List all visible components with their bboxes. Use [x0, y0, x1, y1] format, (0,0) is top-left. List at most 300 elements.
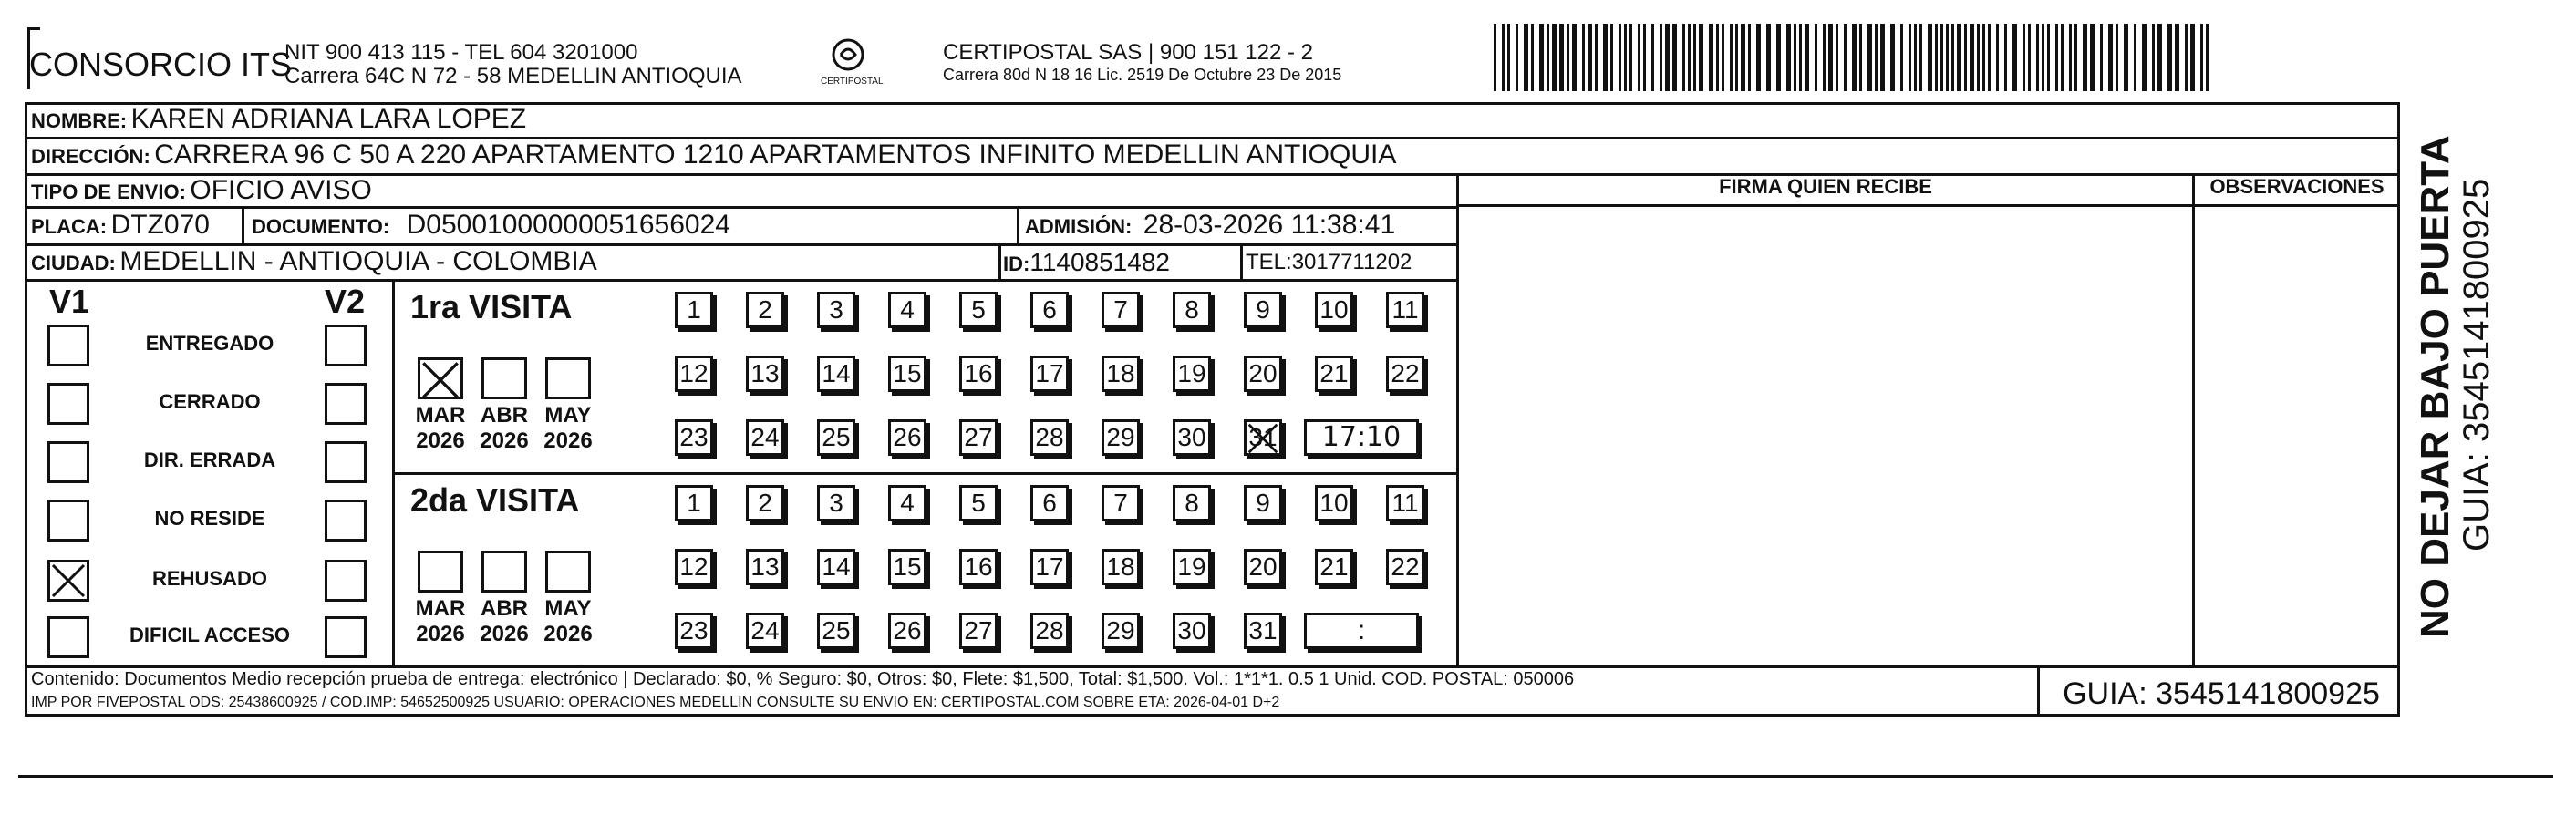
barcode-bar: [2116, 24, 2118, 91]
col-line: [998, 243, 1001, 279]
status-label: DIFICIL ACCESO: [129, 624, 290, 646]
day-box[interactable]: [1315, 549, 1353, 585]
barcode-bar: [1547, 24, 1549, 91]
day-number: 31: [1248, 423, 1278, 451]
day-box[interactable]: [817, 485, 855, 521]
barcode-bar: [1996, 24, 1999, 91]
day-box[interactable]: [1244, 292, 1282, 328]
barcode-bar: [1629, 24, 1632, 91]
barcode-bar: [1890, 24, 1895, 91]
day-number: 9: [1256, 489, 1270, 517]
barcode-bar: [2206, 24, 2209, 91]
barcode-bar: [1643, 24, 1646, 91]
day-box[interactable]: [1315, 292, 1353, 328]
day-box[interactable]: [1102, 419, 1140, 456]
barcode-bar: [2012, 24, 2017, 91]
barcode-bar: [2055, 24, 2058, 91]
visit-title: 2da VISITA: [410, 481, 580, 519]
firma-header: [1459, 175, 2192, 199]
tel-label: TEL:: [1246, 250, 1292, 274]
barcode-bar: [1572, 24, 1577, 91]
day-box[interactable]: [959, 292, 998, 328]
barcode-bar: [1741, 24, 1745, 91]
day-box[interactable]: [675, 419, 713, 456]
barcode-bar: [2152, 24, 2155, 91]
day-box[interactable]: [1315, 356, 1353, 392]
day-box[interactable]: [1244, 485, 1282, 521]
day-number: 1: [687, 489, 701, 517]
day-number: 11: [1391, 489, 1419, 517]
day-number: 31: [1248, 616, 1278, 645]
barcode-bar: [1567, 24, 1569, 91]
barcode-bar: [1867, 24, 1872, 91]
row-line: [25, 279, 1456, 282]
barcode-bar: [1776, 24, 1781, 91]
day-box[interactable]: [1030, 419, 1069, 456]
day-box[interactable]: [1386, 292, 1424, 328]
day-box[interactable]: [817, 549, 855, 585]
tel-row: [1246, 250, 1412, 275]
status-v1-checkbox[interactable]: [47, 325, 89, 366]
day-box[interactable]: [675, 292, 713, 328]
day-number: 9: [1256, 295, 1270, 324]
barcode-bar: [1977, 24, 1980, 91]
documento-label: DOCUMENTO:: [252, 215, 390, 238]
month-checkbox[interactable]: [418, 551, 463, 593]
day-box[interactable]: [888, 613, 926, 649]
barcode-bar: [1665, 24, 1670, 91]
day-number: 18: [1106, 552, 1135, 581]
barcode-bar: [1957, 24, 1961, 91]
day-number: 28: [1035, 616, 1064, 645]
firma-header-text: FIRMA QUIEN RECIBE: [1719, 175, 1932, 198]
year-label: 2026: [480, 622, 529, 646]
day-number: 3: [829, 489, 843, 517]
barcode-bar: [1766, 24, 1771, 91]
day-number: 4: [900, 295, 915, 324]
month-label: MAR: [415, 403, 466, 428]
placa-value: DTZ070: [110, 210, 210, 240]
day-box[interactable]: [1244, 356, 1282, 392]
courier-license: Carrera 80d N 18 16 Lic. 2519 De Octubre 23 De 2015: [943, 66, 1342, 84]
row-line: [1456, 204, 2400, 207]
barcode-bar: [1582, 24, 1585, 91]
day-box[interactable]: [1315, 485, 1353, 521]
day-box[interactable]: [1173, 356, 1211, 392]
ciudad-row: [31, 246, 597, 277]
month-label: MAR: [415, 596, 466, 621]
day-number: 6: [1042, 295, 1057, 324]
barcode-bar: [1805, 24, 1809, 91]
visit-title: 1ra VISITA: [410, 288, 573, 325]
col-line: [1456, 173, 1459, 665]
placa-label: PLACA:: [31, 215, 108, 238]
status-v1-checkbox[interactable]: [47, 616, 89, 658]
day-box[interactable]: [675, 485, 713, 521]
day-box[interactable]: [1244, 613, 1282, 649]
id-row: [1003, 248, 1170, 277]
placa-row: [31, 210, 210, 241]
day-box[interactable]: [1030, 356, 1069, 392]
barcode-bar: [1982, 24, 1985, 91]
barcode-bar: [1844, 24, 1847, 91]
barcode-bar: [1875, 24, 1878, 91]
day-box[interactable]: [1102, 356, 1140, 392]
sender-nit: NIT 900 413 115 - TEL 604 3201000: [284, 40, 638, 65]
barcode-bar: [2200, 24, 2203, 91]
barcode-bar: [1524, 24, 1528, 91]
barcode-bar: [2023, 24, 2025, 91]
day-number: 27: [964, 616, 993, 645]
status-v2-checkbox[interactable]: [325, 383, 367, 425]
col-line: [242, 206, 244, 244]
id-label: ID:: [1003, 253, 1030, 275]
day-box[interactable]: [817, 419, 855, 456]
barcode-bar: [2134, 24, 2136, 91]
day-box[interactable]: [675, 613, 713, 649]
day-number: 23: [679, 616, 709, 645]
year-label: 2026: [543, 622, 593, 646]
day-number: 25: [822, 616, 851, 645]
day-number: 14: [822, 552, 851, 581]
day-number: 22: [1391, 359, 1420, 387]
status-v2-checkbox[interactable]: [325, 500, 367, 542]
day-box[interactable]: [1173, 485, 1211, 521]
barcode-bar: [2036, 24, 2039, 91]
day-number: 5: [971, 489, 986, 517]
barcode-bar: [1794, 24, 1796, 91]
day-number: 7: [1113, 489, 1128, 517]
side-warning: NO DEJAR BAJO PUERTA: [2413, 135, 2457, 638]
barcode-bar: [2069, 24, 2072, 91]
day-box[interactable]: [888, 419, 926, 456]
day-box[interactable]: [1173, 549, 1211, 585]
day-number: 24: [750, 616, 780, 645]
barcode-bar: [1880, 24, 1885, 91]
day-number: 25: [822, 423, 851, 451]
side-guia: GUIA: 3545141800925: [2457, 178, 2497, 552]
barcode-bar: [1595, 24, 1598, 91]
footer-guia: GUIA: 3545141800925: [2063, 676, 2380, 711]
day-number: 2: [758, 295, 772, 324]
barcode-bar: [1660, 24, 1662, 91]
barcode-bar: [2047, 24, 2050, 91]
barcode-bar: [1699, 24, 1703, 91]
day-box[interactable]: [746, 613, 784, 649]
day-number: 17: [1035, 359, 1064, 387]
barcode-bar: [1516, 24, 1518, 91]
x-mark-icon: [420, 360, 460, 400]
day-number: 13: [750, 552, 780, 581]
day-box[interactable]: [1386, 356, 1424, 392]
time-value: :: [1357, 615, 1366, 645]
status-v1-checkbox[interactable]: [47, 500, 89, 542]
status-v2-checkbox[interactable]: [325, 616, 367, 658]
courier-logo-text: CERTIPOSTAL: [821, 77, 884, 87]
day-box[interactable]: [1030, 549, 1069, 585]
ciudad-value: MEDELLIN - ANTIOQUIA - COLOMBIA: [119, 246, 597, 276]
day-box[interactable]: [1030, 485, 1069, 521]
month-checkbox[interactable]: [545, 357, 591, 399]
status-label: NO RESIDE: [154, 507, 265, 530]
day-box[interactable]: [1173, 292, 1211, 328]
day-number: 10: [1319, 295, 1349, 324]
observaciones-header: [2194, 175, 2400, 199]
barcode-bar: [2157, 24, 2162, 91]
month-checkbox[interactable]: [481, 357, 527, 399]
day-box[interactable]: [746, 292, 784, 328]
day-number: 15: [893, 552, 922, 581]
day-number: 23: [679, 423, 709, 451]
day-box[interactable]: [817, 613, 855, 649]
barcode-bar: [1638, 24, 1640, 91]
direccion-value: CARRERA 96 C 50 A 220 APARTAMENTO 1210 APARTAMENTOS INFINITO MEDELLIN ANTIOQUIA: [154, 139, 1397, 170]
day-number: 8: [1185, 489, 1199, 517]
ciudad-label: CIUDAD:: [31, 252, 116, 274]
day-number: 15: [893, 359, 922, 387]
year-label: 2026: [543, 428, 593, 453]
status-v1-checkbox[interactable]: [47, 441, 89, 483]
v1-header: V1: [49, 283, 90, 320]
barcode-bar: [1828, 24, 1833, 91]
day-box[interactable]: [1173, 613, 1211, 649]
status-label: DIR. ERRADA: [143, 449, 276, 471]
year-label: 2026: [480, 428, 529, 453]
day-box[interactable]: [1102, 549, 1140, 585]
day-number: 16: [964, 359, 993, 387]
barcode: [1494, 24, 2223, 91]
barcode-bar: [1619, 24, 1621, 91]
barcode-bar: [1507, 24, 1510, 91]
day-number: 17: [1035, 552, 1064, 581]
barcode-bar: [1823, 24, 1826, 91]
day-number: 21: [1319, 359, 1349, 387]
barcode-bar: [1964, 24, 1967, 91]
id-value: 1140851482: [1029, 248, 1170, 276]
day-box[interactable]: [888, 485, 926, 521]
day-number: 14: [822, 359, 851, 387]
barcode-bar: [1940, 24, 1943, 91]
tipo-label: TIPO DE ENVIO:: [31, 181, 186, 203]
day-number: 8: [1185, 295, 1199, 324]
day-box[interactable]: [959, 485, 998, 521]
tipo-row: [31, 175, 372, 206]
day-box[interactable]: [1102, 485, 1140, 521]
barcode-bar: [2090, 24, 2095, 91]
day-box[interactable]: [746, 356, 784, 392]
day-box[interactable]: [746, 485, 784, 521]
day-number: 21: [1319, 552, 1349, 581]
barcode-bar: [2061, 24, 2064, 91]
day-box[interactable]: [1030, 613, 1069, 649]
barcode-bar: [1531, 24, 1534, 91]
barcode-bar: [1552, 24, 1557, 91]
month-label: MAY: [544, 403, 592, 428]
day-number: 26: [893, 423, 922, 451]
day-number: 6: [1042, 489, 1057, 517]
month-label: MAY: [544, 596, 592, 621]
barcode-bar: [2074, 24, 2077, 91]
barcode-bar: [1852, 24, 1857, 91]
status-label: ENTREGADO: [145, 332, 274, 355]
day-number: 20: [1248, 359, 1278, 387]
day-box[interactable]: [888, 356, 926, 392]
barcode-bar: [2108, 24, 2113, 91]
documento-value: D05001000000051656024: [406, 210, 730, 240]
day-number: 1: [687, 295, 701, 324]
day-box[interactable]: [959, 549, 998, 585]
month-checkbox[interactable]: [418, 357, 463, 399]
barcode-bar: [1539, 24, 1544, 91]
day-box[interactable]: [1386, 485, 1424, 521]
col-line: [2192, 173, 2195, 665]
barcode-bar: [1935, 24, 1938, 91]
barcode-bar: [1610, 24, 1613, 91]
courier-logo: [821, 36, 884, 87]
admision-row: [1025, 210, 1395, 241]
barcode-bar: [1815, 24, 1817, 91]
day-number: 3: [829, 295, 843, 324]
nombre-value: KAREN ADRIANA LARA LOPEZ: [130, 104, 527, 134]
status-v2-checkbox[interactable]: [325, 325, 367, 366]
direccion-row: [31, 139, 1396, 170]
day-number: 10: [1319, 489, 1349, 517]
day-box[interactable]: [1102, 613, 1140, 649]
barcode-bar: [1799, 24, 1802, 91]
barcode-bar: [1651, 24, 1654, 91]
day-box[interactable]: [675, 356, 713, 392]
day-box[interactable]: [1244, 419, 1282, 456]
barcode-bar: [1716, 24, 1719, 91]
barcode-bar: [1735, 24, 1738, 91]
day-box[interactable]: [1173, 419, 1211, 456]
direccion-label: DIRECCIÓN:: [31, 145, 150, 168]
day-box[interactable]: [746, 419, 784, 456]
barcode-bar: [1919, 24, 1922, 91]
documento-row: [252, 210, 730, 241]
day-number: 26: [893, 616, 922, 645]
barcode-bar: [2004, 24, 2007, 91]
barcode-bar: [1951, 24, 1954, 91]
barcode-bar: [1756, 24, 1761, 91]
barcode-bar: [1603, 24, 1608, 91]
status-v2-checkbox[interactable]: [325, 560, 367, 602]
day-number: 16: [964, 552, 993, 581]
day-number: 4: [900, 489, 915, 517]
day-number: 30: [1177, 616, 1206, 645]
col-line: [1017, 206, 1019, 244]
tipo-value: OFICIO AVISO: [190, 175, 372, 205]
day-box[interactable]: [1244, 549, 1282, 585]
day-number: 28: [1035, 423, 1064, 451]
day-box[interactable]: [888, 549, 926, 585]
day-box[interactable]: [888, 292, 926, 328]
time-value: 17:10: [1321, 421, 1402, 453]
day-number: 5: [971, 295, 986, 324]
nombre-row: [31, 104, 526, 135]
nombre-label: NOMBRE:: [31, 109, 128, 132]
status-v1-checkbox[interactable]: [47, 383, 89, 425]
barcode-bar: [2100, 24, 2103, 91]
col-line: [1240, 243, 1243, 279]
month-checkbox[interactable]: [545, 551, 591, 593]
day-number: 27: [964, 423, 993, 451]
day-box[interactable]: [1386, 549, 1424, 585]
barcode-bar: [2167, 24, 2172, 91]
barcode-bar: [2028, 24, 2031, 91]
barcode-bar: [1909, 24, 1911, 91]
day-number: 12: [679, 552, 709, 581]
barcode-bar: [1624, 24, 1627, 91]
barcode-bar: [1859, 24, 1862, 91]
day-number: 30: [1177, 423, 1206, 451]
barcode-bar: [1970, 24, 1974, 91]
status-label: CERRADO: [159, 390, 261, 413]
admision-label: ADMISIÓN:: [1025, 215, 1133, 238]
barcode-bar: [2142, 24, 2147, 91]
col-line: [2037, 665, 2040, 717]
month-label: ABR: [481, 596, 528, 621]
day-box[interactable]: [817, 356, 855, 392]
day-number: 29: [1106, 616, 1135, 645]
sender-address: Carrera 64C N 72 - 58 MEDELLIN ANTIOQUIA: [284, 64, 742, 88]
time-field[interactable]: [1304, 419, 1419, 456]
barcode-bar: [1946, 24, 1949, 91]
status-v1-checkbox[interactable]: [47, 560, 89, 602]
sender-name: CONSORCIO ITS: [29, 46, 293, 83]
time-field[interactable]: [1304, 613, 1419, 649]
barcode-bar: [1900, 24, 1903, 91]
barcode-bar: [1672, 24, 1677, 91]
status-v2-checkbox[interactable]: [325, 441, 367, 483]
barcode-bar: [1709, 24, 1713, 91]
barcode-bar: [1559, 24, 1564, 91]
barcode-bar: [1502, 24, 1505, 91]
barcode-bar: [1688, 24, 1691, 91]
row-line: [25, 665, 2400, 668]
day-box[interactable]: [746, 549, 784, 585]
status-label: REHUSADO: [152, 567, 267, 590]
day-box[interactable]: [959, 419, 998, 456]
footer-print-info: IMP POR FIVEPOSTAL ODS: 25438600925 / COD.IMP: 54652500925 USUARIO: OPERACIONES MEDELLIN CONSULTE SU ENVIO EN: CERTIPOSTAL.COM SOBRE ETA: 2026-04-01 D+2: [31, 695, 1280, 710]
day-box[interactable]: [959, 356, 998, 392]
day-box[interactable]: [1102, 292, 1140, 328]
x-mark-icon: [50, 562, 87, 599]
barcode-bar: [2185, 24, 2188, 91]
tel-value: 3017711202: [1291, 250, 1412, 274]
day-number: 7: [1113, 295, 1128, 324]
barcode-bar: [1988, 24, 1991, 91]
day-box[interactable]: [675, 549, 713, 585]
courier-name: CERTIPOSTAL SAS | 900 151 122 - 2: [943, 40, 1313, 65]
day-box[interactable]: [817, 292, 855, 328]
month-checkbox[interactable]: [481, 551, 527, 593]
day-number: 20: [1248, 552, 1278, 581]
barcode-bar: [1693, 24, 1696, 91]
row-line: [25, 206, 1456, 209]
day-number: 12: [679, 359, 709, 387]
barcode-bar: [2175, 24, 2179, 91]
barcode-bar: [1722, 24, 1724, 91]
barcode-bar: [1588, 24, 1592, 91]
row-line: [392, 472, 1456, 475]
day-box[interactable]: [959, 613, 998, 649]
month-label: ABR: [481, 403, 528, 428]
barcode-bar: [1914, 24, 1917, 91]
barcode-bar: [1494, 24, 1496, 91]
day-box[interactable]: [1030, 292, 1069, 328]
day-number: 13: [750, 359, 780, 387]
